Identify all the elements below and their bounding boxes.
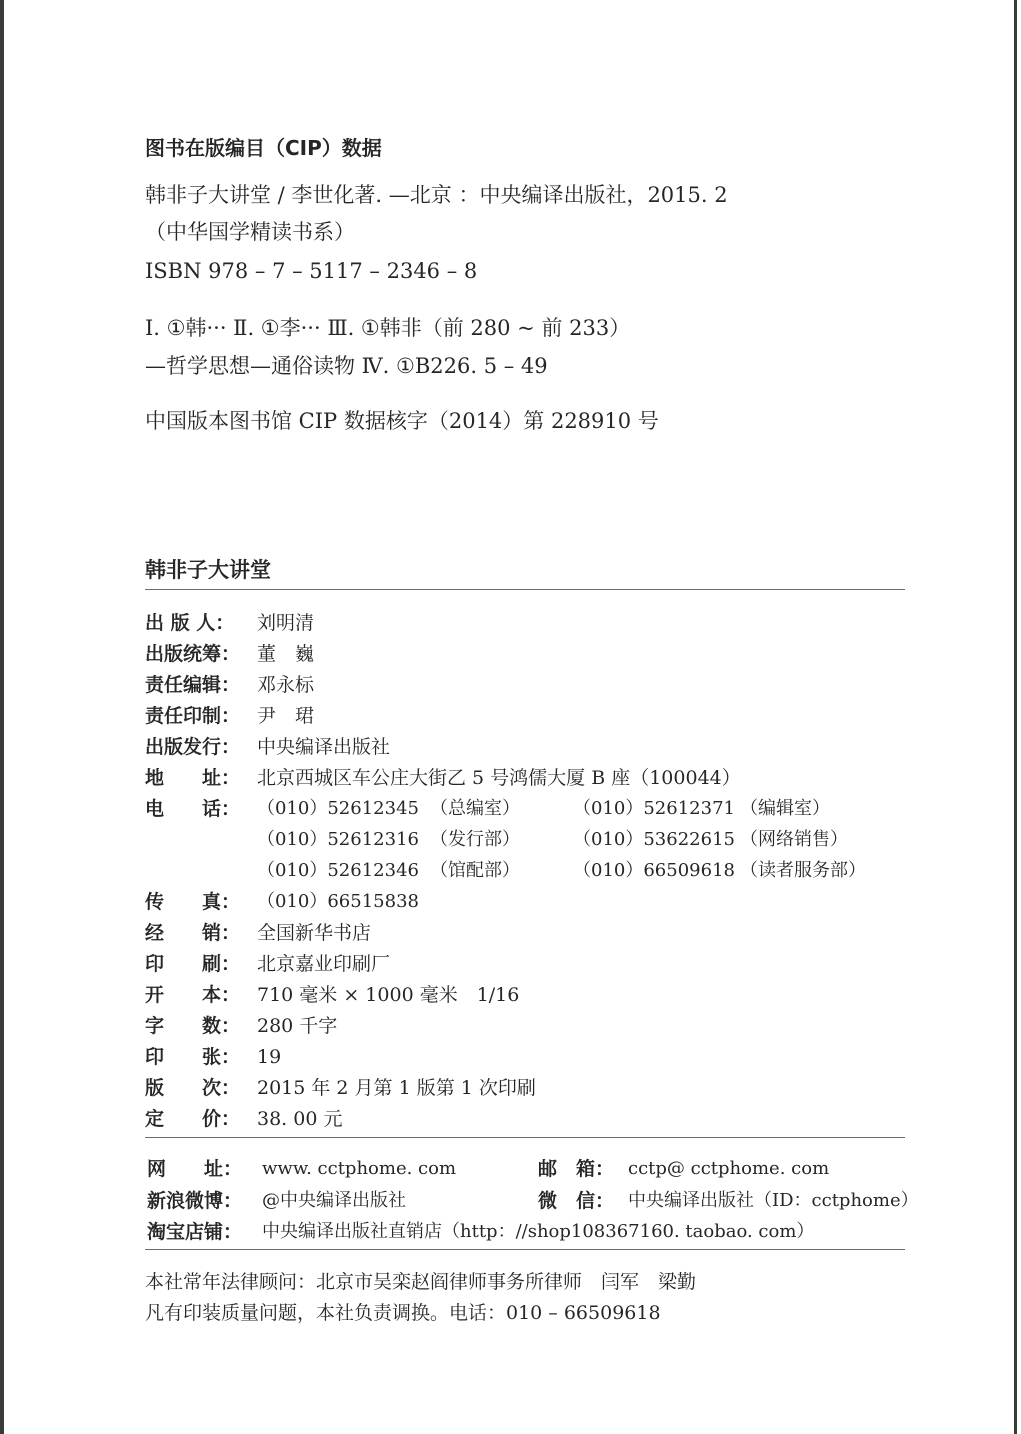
book-title: 韩非子大讲堂 [145,558,271,582]
editor-value: 邓永标 [257,674,315,696]
format-value: 710 毫米 × 1000 毫米 1/16 [257,984,520,1006]
sales-value: 全国新华书店 [257,922,372,944]
cip-line-series: （中华国学精读书系） [145,220,355,244]
sheets-label: 印 张： [145,1046,241,1068]
website-label: 网 址： [147,1158,243,1180]
cip-line-classification: —哲学思想—通俗读物 Ⅳ. ①B226. 5 – 49 [145,354,548,378]
wechat-value: 中央编译出版社（ID：cctphome） [628,1190,919,1211]
edition-value: 2015 年 2 月第 1 版第 1 次印刷 [257,1077,536,1099]
phone-number: （010）66509618 [573,860,735,881]
price-label: 定 价： [145,1108,241,1130]
editor-label: 责任编辑： [145,674,241,696]
publisher-value: 刘明清 [257,612,315,634]
cip-line-isbn: ISBN 978 – 7 – 5117 – 2346 – 8 [145,259,478,283]
divider [145,1249,905,1250]
format-label: 开 本： [145,984,241,1006]
cip-line-title: 韩非子大讲堂 / 李世化著. —北京 ：中央编译出版社，2015. 2 [145,183,728,207]
cip-line-record: 中国版本图书馆 CIP 数据核字（2014）第 228910 号 [145,409,659,433]
phone-label: 电 话： [145,798,241,820]
cip-line-subjects: Ⅰ. ①韩··· Ⅱ. ①李··· Ⅲ. ①韩非（前 280 ~ 前 233） [145,316,631,340]
coordinator-label: 出版统筹： [145,643,241,665]
sales-label: 经 销： [145,922,241,944]
distributor-label: 出版发行： [145,736,241,758]
weibo-label: 新浪微博： [147,1190,243,1212]
fax-label: 传 真： [145,891,241,913]
cip-heading: 图书在版编目（CIP）数据 [145,136,382,160]
divider [145,589,905,590]
printer-value: 北京嘉业印刷厂 [257,953,391,975]
address-label: 地 址： [145,767,241,789]
phone-dept: （总编室） [430,798,520,819]
phone-dept: （读者服务部） [740,860,866,881]
address-value: 北京西城区车公庄大街乙 5 号鸿儒大厦 B 座（100044） [257,767,741,789]
edition-label: 版 次： [145,1077,241,1099]
distributor-value: 中央编译出版社 [257,736,391,758]
printer-label: 印 刷： [145,953,241,975]
legal-counsel: 本社常年法律顾问：北京市吴栾赵阎律师事务所律师 闫军 梁勤 [145,1271,697,1293]
phone-dept: （编辑室） [740,798,830,819]
weibo-value: @中央编译出版社 [262,1190,406,1211]
taobao-link[interactable]: 中央编译出版社直销店（http：//shop108367160. taobao. com） [262,1221,815,1242]
email-link[interactable]: cctp@ cctphome. com [628,1158,830,1179]
page-right-border [1014,0,1017,1434]
phone-number: （010）53622615 [573,829,735,850]
word-count-label: 字 数： [145,1015,241,1037]
print-manager-label: 责任印制： [145,705,241,727]
phone-number: （010）52612371 [573,798,735,819]
phone-dept: （网络销售） [740,829,848,850]
phone-dept: （馆配部） [430,860,520,881]
print-manager-value: 尹 珺 [257,705,315,727]
price-value: 38. 00 元 [257,1108,343,1130]
sheets-value: 19 [257,1046,282,1068]
coordinator-value: 董 巍 [257,643,315,665]
quality-notice: 凡有印装质量问题，本社负责调换。电话：010 – 66509618 [145,1302,661,1324]
divider [145,1137,905,1138]
publisher-label: 出 版 人： [145,612,235,634]
phone-number: （010）52612346 [257,860,419,881]
page-left-border [0,0,4,1434]
website-link[interactable]: www. cctphome. com [262,1158,457,1179]
fax-value: （010）66515838 [257,891,419,912]
wechat-label: 微 信： [538,1190,615,1212]
word-count-value: 280 千字 [257,1015,338,1037]
phone-dept: （发行部） [430,829,520,850]
phone-number: （010）52612316 [257,829,419,850]
email-label: 邮 箱： [538,1158,615,1180]
phone-number: （010）52612345 [257,798,419,819]
taobao-label: 淘宝店铺： [147,1221,243,1243]
